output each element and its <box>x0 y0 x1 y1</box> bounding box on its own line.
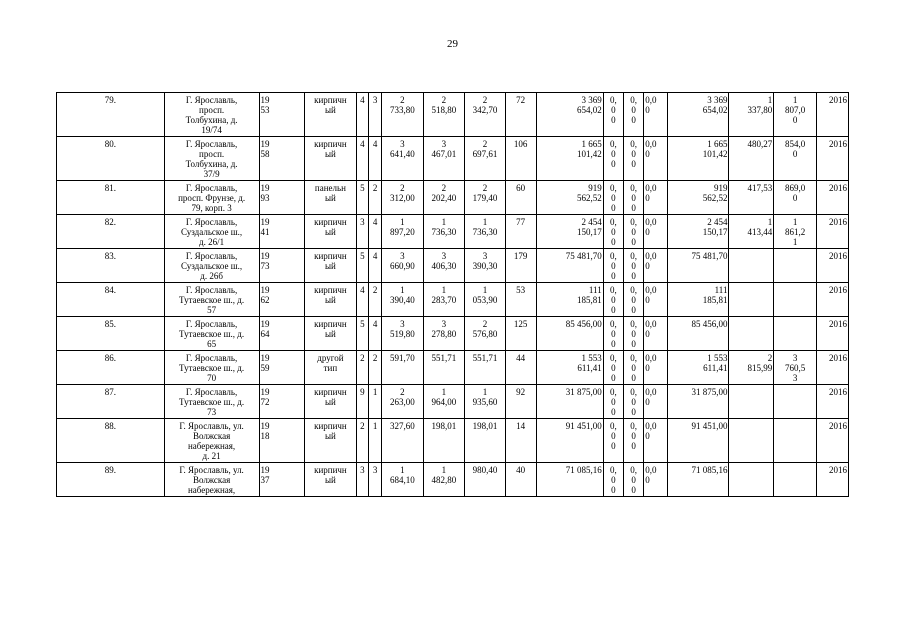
max-unit-cost-cell: 1 807,0 0 <box>774 93 817 137</box>
wall-material-cell: кирпичн ый <box>305 317 356 351</box>
completion-year-cell: 2016 <box>816 351 848 385</box>
total-cost-cell: 1 553 611,41 <box>536 351 603 385</box>
total-cost-cell: 75 481,70 <box>536 249 603 283</box>
build-year-cell: 19 53 <box>259 93 305 137</box>
address-cell: Г. Ярославль, Тутаевское ш., д. 73 <box>164 385 259 419</box>
wall-material-cell: панельн ый <box>305 181 356 215</box>
premises-area-cell: 3 406,30 <box>423 249 465 283</box>
fund-share-2-cell: 0, 0 0 <box>623 283 643 317</box>
residents-cell: 60 <box>505 181 536 215</box>
residential-area-cell: 2 576,80 <box>465 317 506 351</box>
unit-cost-cell: 480,27 <box>729 137 774 181</box>
table-row <box>57 137 849 181</box>
entrances-cell: 1 <box>369 385 382 419</box>
premises-area-cell: 1 964,00 <box>423 385 465 419</box>
row-number-cell: 85. <box>57 317 165 351</box>
max-unit-cost-cell <box>774 419 817 463</box>
table-row <box>57 317 849 351</box>
floors-cell: 3 <box>356 215 369 249</box>
residential-area-cell: 2 179,40 <box>465 181 506 215</box>
total-area-cell: 3 660,90 <box>382 249 424 283</box>
fund-share-2-cell: 0, 0 0 <box>623 351 643 385</box>
fund-share-3-cell: 0,0 0 <box>644 463 667 497</box>
total-area-cell: 2 733,80 <box>382 93 424 137</box>
table-row <box>57 419 849 463</box>
completion-year-cell: 2016 <box>816 93 848 137</box>
total-cost-cell: 919 562,52 <box>536 181 603 215</box>
fund-share-2-cell: 0, 0 0 <box>623 419 643 463</box>
residents-cell: 125 <box>505 317 536 351</box>
row-number-cell: 89. <box>57 463 165 497</box>
owner-funds-cell: 75 481,70 <box>667 249 729 283</box>
table-row <box>57 249 849 283</box>
completion-year-cell: 2016 <box>816 283 848 317</box>
owner-funds-cell: 1 665 101,42 <box>667 137 729 181</box>
owner-funds-cell: 71 085,16 <box>667 463 729 497</box>
unit-cost-cell <box>729 283 774 317</box>
owner-funds-cell: 91 451,00 <box>667 419 729 463</box>
entrances-cell: 1 <box>369 419 382 463</box>
floors-cell: 2 <box>356 351 369 385</box>
residents-cell: 14 <box>505 419 536 463</box>
owner-funds-cell: 85 456,00 <box>667 317 729 351</box>
total-cost-cell: 85 456,00 <box>536 317 603 351</box>
address-cell: Г. Ярославль, просп. Толбухина, д. 37/9 <box>164 137 259 181</box>
max-unit-cost-cell <box>774 249 817 283</box>
address-cell: Г. Ярославль, Тутаевское ш., д. 70 <box>164 351 259 385</box>
owner-funds-cell: 2 454 150,17 <box>667 215 729 249</box>
wall-material-cell: кирпичн ый <box>305 283 356 317</box>
address-cell: Г. Ярославль, просп. Фрунзе, д. 79, корп. 3 <box>164 181 259 215</box>
total-cost-cell: 3 369 654,02 <box>536 93 603 137</box>
table-row <box>57 463 849 497</box>
total-area-cell: 1 390,40 <box>382 283 424 317</box>
table-row <box>57 215 849 249</box>
floors-cell: 5 <box>356 317 369 351</box>
residential-area-cell: 980,40 <box>465 463 506 497</box>
address-cell: Г. Ярославль, Суздальское ш., д. 26б <box>164 249 259 283</box>
completion-year-cell: 2016 <box>816 317 848 351</box>
unit-cost-cell <box>729 463 774 497</box>
unit-cost-cell <box>729 385 774 419</box>
wall-material-cell: другой тип <box>305 351 356 385</box>
fund-share-2-cell: 0, 0 0 <box>623 463 643 497</box>
fund-share-3-cell: 0,0 0 <box>644 181 667 215</box>
build-year-cell: 19 58 <box>259 137 305 181</box>
max-unit-cost-cell: 3 760,5 3 <box>774 351 817 385</box>
total-cost-cell: 71 085,16 <box>536 463 603 497</box>
page-number: 29 <box>447 38 458 50</box>
floors-cell: 4 <box>356 93 369 137</box>
entrances-cell: 2 <box>369 351 382 385</box>
wall-material-cell: кирпичн ый <box>305 385 356 419</box>
table-row <box>57 351 849 385</box>
fund-share-1-cell: 0, 0 0 <box>603 249 623 283</box>
unit-cost-cell: 1 413,44 <box>729 215 774 249</box>
build-year-cell: 19 62 <box>259 283 305 317</box>
residents-cell: 77 <box>505 215 536 249</box>
entrances-cell: 2 <box>369 181 382 215</box>
fund-share-3-cell: 0,0 0 <box>644 385 667 419</box>
address-cell: Г. Ярославль, Тутаевское ш., д. 65 <box>164 317 259 351</box>
floors-cell: 5 <box>356 249 369 283</box>
residents-cell: 40 <box>505 463 536 497</box>
table-row <box>57 283 849 317</box>
fund-share-2-cell: 0, 0 0 <box>623 215 643 249</box>
entrances-cell: 4 <box>369 317 382 351</box>
address-cell: Г. Ярославль, Суздальское ш., д. 26/1 <box>164 215 259 249</box>
wall-material-cell: кирпичн ый <box>305 93 356 137</box>
residents-cell: 179 <box>505 249 536 283</box>
premises-area-cell: 3 467,01 <box>423 137 465 181</box>
fund-share-2-cell: 0, 0 0 <box>623 181 643 215</box>
max-unit-cost-cell: 1 861,2 1 <box>774 215 817 249</box>
total-cost-cell: 31 875,00 <box>536 385 603 419</box>
fund-share-2-cell: 0, 0 0 <box>623 385 643 419</box>
fund-share-2-cell: 0, 0 0 <box>623 249 643 283</box>
residential-area-cell: 1 736,30 <box>465 215 506 249</box>
total-area-cell: 2 263,00 <box>382 385 424 419</box>
unit-cost-cell: 417,53 <box>729 181 774 215</box>
address-cell: Г. Ярославль, ул. Волжская набережная, <box>164 463 259 497</box>
wall-material-cell: кирпичн ый <box>305 419 356 463</box>
residents-cell: 92 <box>505 385 536 419</box>
premises-area-cell: 1 736,30 <box>423 215 465 249</box>
row-number-cell: 84. <box>57 283 165 317</box>
owner-funds-cell: 3 369 654,02 <box>667 93 729 137</box>
max-unit-cost-cell <box>774 317 817 351</box>
floors-cell: 5 <box>356 181 369 215</box>
wall-material-cell: кирпичн ый <box>305 215 356 249</box>
residents-cell: 53 <box>505 283 536 317</box>
build-year-cell: 19 72 <box>259 385 305 419</box>
unit-cost-cell <box>729 249 774 283</box>
address-cell: Г. Ярославль, ул. Волжская набережная, д. 21 <box>164 419 259 463</box>
premises-area-cell: 2 202,40 <box>423 181 465 215</box>
unit-cost-cell <box>729 419 774 463</box>
completion-year-cell: 2016 <box>816 137 848 181</box>
fund-share-3-cell: 0,0 0 <box>644 249 667 283</box>
owner-funds-cell: 111 185,81 <box>667 283 729 317</box>
row-number-cell: 86. <box>57 351 165 385</box>
max-unit-cost-cell <box>774 463 817 497</box>
premises-area-cell: 1 482,80 <box>423 463 465 497</box>
build-year-cell: 19 37 <box>259 463 305 497</box>
build-year-cell: 19 73 <box>259 249 305 283</box>
total-cost-cell: 2 454 150,17 <box>536 215 603 249</box>
build-year-cell: 19 64 <box>259 317 305 351</box>
completion-year-cell: 2016 <box>816 249 848 283</box>
row-number-cell: 80. <box>57 137 165 181</box>
fund-share-1-cell: 0, 0 0 <box>603 215 623 249</box>
residential-area-cell: 2 342,70 <box>465 93 506 137</box>
build-year-cell: 19 41 <box>259 215 305 249</box>
premises-area-cell: 1 283,70 <box>423 283 465 317</box>
premises-area-cell: 3 278,80 <box>423 317 465 351</box>
residential-area-cell: 198,01 <box>465 419 506 463</box>
address-cell: Г. Ярославль, просп. Толбухина, д. 19/74 <box>164 93 259 137</box>
entrances-cell: 2 <box>369 283 382 317</box>
wall-material-cell: кирпичн ый <box>305 249 356 283</box>
build-year-cell: 19 18 <box>259 419 305 463</box>
floors-cell: 2 <box>356 419 369 463</box>
row-number-cell: 88. <box>57 419 165 463</box>
total-area-cell: 1 684,10 <box>382 463 424 497</box>
total-cost-cell: 111 185,81 <box>536 283 603 317</box>
max-unit-cost-cell: 854,0 0 <box>774 137 817 181</box>
completion-year-cell: 2016 <box>816 215 848 249</box>
residential-area-cell: 1 935,60 <box>465 385 506 419</box>
wall-material-cell: кирпичн ый <box>305 463 356 497</box>
table-row <box>57 181 849 215</box>
unit-cost-cell <box>729 317 774 351</box>
residential-area-cell: 551,71 <box>465 351 506 385</box>
premises-area-cell: 2 518,80 <box>423 93 465 137</box>
row-number-cell: 87. <box>57 385 165 419</box>
entrances-cell: 4 <box>369 249 382 283</box>
residents-cell: 106 <box>505 137 536 181</box>
max-unit-cost-cell <box>774 283 817 317</box>
completion-year-cell: 2016 <box>816 181 848 215</box>
owner-funds-cell: 31 875,00 <box>667 385 729 419</box>
fund-share-3-cell: 0,0 0 <box>644 419 667 463</box>
fund-share-3-cell: 0,0 0 <box>644 93 667 137</box>
fund-share-1-cell: 0, 0 0 <box>603 351 623 385</box>
max-unit-cost-cell: 869,0 0 <box>774 181 817 215</box>
owner-funds-cell: 1 553 611,41 <box>667 351 729 385</box>
total-area-cell: 3 519,80 <box>382 317 424 351</box>
row-number-cell: 81. <box>57 181 165 215</box>
entrances-cell: 4 <box>369 215 382 249</box>
table-row <box>57 385 849 419</box>
max-unit-cost-cell <box>774 385 817 419</box>
build-year-cell: 19 59 <box>259 351 305 385</box>
fund-share-1-cell: 0, 0 0 <box>603 283 623 317</box>
unit-cost-cell: 2 815,99 <box>729 351 774 385</box>
fund-share-1-cell: 0, 0 0 <box>603 385 623 419</box>
fund-share-1-cell: 0, 0 0 <box>603 419 623 463</box>
residents-cell: 44 <box>505 351 536 385</box>
completion-year-cell: 2016 <box>816 463 848 497</box>
premises-area-cell: 198,01 <box>423 419 465 463</box>
residential-area-cell: 1 053,90 <box>465 283 506 317</box>
entrances-cell: 3 <box>369 93 382 137</box>
fund-share-1-cell: 0, 0 0 <box>603 317 623 351</box>
fund-share-1-cell: 0, 0 0 <box>603 93 623 137</box>
fund-share-3-cell: 0,0 0 <box>644 137 667 181</box>
premises-area-cell: 551,71 <box>423 351 465 385</box>
completion-year-cell: 2016 <box>816 385 848 419</box>
completion-year-cell: 2016 <box>816 419 848 463</box>
total-cost-cell: 91 451,00 <box>536 419 603 463</box>
fund-share-3-cell: 0,0 0 <box>644 283 667 317</box>
floors-cell: 9 <box>356 385 369 419</box>
unit-cost-cell: 1 337,80 <box>729 93 774 137</box>
row-number-cell: 82. <box>57 215 165 249</box>
fund-share-1-cell: 0, 0 0 <box>603 181 623 215</box>
total-area-cell: 327,60 <box>382 419 424 463</box>
fund-share-1-cell: 0, 0 0 <box>603 463 623 497</box>
floors-cell: 3 <box>356 463 369 497</box>
residential-area-cell: 3 390,30 <box>465 249 506 283</box>
row-number-cell: 79. <box>57 93 165 137</box>
fund-share-2-cell: 0, 0 0 <box>623 93 643 137</box>
residential-area-cell: 2 697,61 <box>465 137 506 181</box>
owner-funds-cell: 919 562,52 <box>667 181 729 215</box>
total-area-cell: 591,70 <box>382 351 424 385</box>
wall-material-cell: кирпичн ый <box>305 137 356 181</box>
entrances-cell: 4 <box>369 137 382 181</box>
row-number-cell: 83. <box>57 249 165 283</box>
housing-register-table <box>56 92 849 497</box>
floors-cell: 4 <box>356 283 369 317</box>
fund-share-3-cell: 0,0 0 <box>644 215 667 249</box>
total-area-cell: 3 641,40 <box>382 137 424 181</box>
address-cell: Г. Ярославль, Тутаевское ш., д. 57 <box>164 283 259 317</box>
build-year-cell: 19 93 <box>259 181 305 215</box>
fund-share-2-cell: 0, 0 0 <box>623 317 643 351</box>
entrances-cell: 3 <box>369 463 382 497</box>
floors-cell: 4 <box>356 137 369 181</box>
fund-share-2-cell: 0, 0 0 <box>623 137 643 181</box>
total-cost-cell: 1 665 101,42 <box>536 137 603 181</box>
table-row <box>57 93 849 137</box>
residents-cell: 72 <box>505 93 536 137</box>
fund-share-3-cell: 0,0 0 <box>644 317 667 351</box>
total-area-cell: 2 312,00 <box>382 181 424 215</box>
fund-share-1-cell: 0, 0 0 <box>603 137 623 181</box>
total-area-cell: 1 897,20 <box>382 215 424 249</box>
fund-share-3-cell: 0,0 0 <box>644 351 667 385</box>
